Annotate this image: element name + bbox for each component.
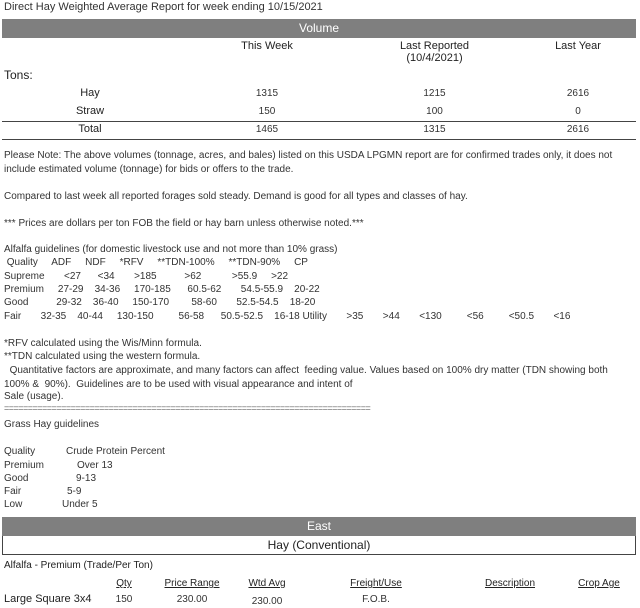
straw-last-reported: 100 <box>426 106 443 117</box>
alfalfa-guidelines-heading: Alfalfa guidelines (for domestic livestock use and not more than 10% grass) <box>4 244 338 255</box>
hay-conventional-band: Hay (Conventional) <box>2 536 636 555</box>
grass-quality-fair: Fair <box>4 486 22 497</box>
row-item-large-square: Large Square 3x4 <box>4 593 92 605</box>
hay-last-reported: 1215 <box>423 88 446 99</box>
total-last-reported: 1315 <box>423 124 446 135</box>
hay-last-year: 2616 <box>566 88 590 99</box>
header-wtd-avg: Wtd Avg <box>248 578 286 589</box>
header-freight-use: Freight/Use <box>350 578 402 589</box>
tdn-note: **TDN calculated using the western formula. <box>4 351 201 362</box>
total-last-year: 2616 <box>566 124 590 135</box>
straw-this-week: 150 <box>258 106 276 117</box>
grass-protein-low: Under 5 <box>62 499 98 510</box>
row-price-range: 230.00 <box>176 594 208 605</box>
rfv-note: *RFV calculated using the Wis/Minn formula. <box>4 338 202 349</box>
header-price-range: Price Range <box>164 578 220 589</box>
tons-label: Tons: <box>4 68 33 82</box>
grass-guidelines-heading: Grass Hay guidelines <box>4 419 100 430</box>
grass-col-protein: Crude Protein Percent <box>66 446 165 457</box>
alfalfa-supreme-line: Supreme <27 <34 >185 >62 >55.9 >22 <box>4 271 289 282</box>
quantitative-note: Quantitative factors are approximate, and many factors can affect feeding value. Values based on 100% dry matter (TDN showing both 100% & 90%). Guidelines are to be used with visual appearance and intent of <box>4 365 611 390</box>
please-note-text: Please Note: The above volumes (tonnage, acres, and bales) listed on this USDA LPGMN report are for confirmed trades only, it does not include estimated volume (tonnage) for bids or offers to the trade. <box>4 150 613 175</box>
grass-col-quality: Quality <box>4 446 36 457</box>
sale-usage-note: Sale (usage). <box>4 391 64 402</box>
row-label-total: Total <box>78 123 102 135</box>
row-freight: F.O.B. <box>362 594 390 605</box>
category-label: Alfalfa - Premium (Trade/Per Ton) <box>4 560 153 571</box>
grass-protein-fair: 5-9 <box>67 486 82 497</box>
total-bottom-rule <box>2 139 636 140</box>
col-last-year: Last Year <box>555 40 601 52</box>
total-top-rule <box>2 121 636 122</box>
straw-last-year: 0 <box>575 106 581 117</box>
row-label-straw: Straw <box>75 105 105 117</box>
alfalfa-header-line: Quality ADF NDF *RFV **TDN-100% **TDN-90% CP <box>4 257 308 268</box>
grass-quality-good: Good <box>4 473 29 484</box>
total-this-week: 1465 <box>255 124 279 135</box>
header-qty: Qty <box>116 578 132 589</box>
hay-this-week: 1315 <box>255 88 279 99</box>
header-crop-age: Crop Age <box>578 578 620 589</box>
row-label-hay: Hay <box>80 87 100 99</box>
report-title: Direct Hay Weighted Average Report for week ending 10/15/2021 <box>4 1 323 13</box>
row-wtd-avg: 230.00 <box>251 596 283 607</box>
alfalfa-fair-line: Fair 32-35 40-44 130-150 56-58 50.5-52.5 16-18 Utility >35 >44 <130 <56 <50.5 <16 <box>4 311 571 322</box>
row-qty: 150 <box>115 594 133 605</box>
header-description: Description <box>484 578 536 589</box>
alfalfa-premium-line: Premium 27-29 34-36 170-185 60.5-62 54.5-55.9 20-22 <box>4 284 320 295</box>
prices-note: *** Prices are dollars per ton FOB the field or hay barn unless otherwise noted.*** <box>4 218 364 229</box>
alfalfa-good-line: Good 29-32 36-40 150-170 58-60 52.5-54.5 18-20 <box>4 297 316 308</box>
col-this-week: This Week <box>241 40 293 52</box>
separator-line: ============================================================================= <box>4 403 371 413</box>
grass-protein-premium: Over 13 <box>77 460 113 471</box>
volume-band: Volume <box>2 19 636 38</box>
grass-quality-premium: Premium <box>4 460 45 471</box>
grass-protein-good: 9-13 <box>76 473 97 484</box>
region-band-east: East <box>2 517 636 536</box>
col-last-reported-date: (10/4/2021) <box>406 52 463 64</box>
compared-text: Compared to last week all reported forages sold steady. Demand is good for all types and classes of hay. <box>4 191 468 202</box>
grass-quality-low: Low <box>4 499 23 510</box>
col-last-reported: Last Reported <box>399 40 470 52</box>
